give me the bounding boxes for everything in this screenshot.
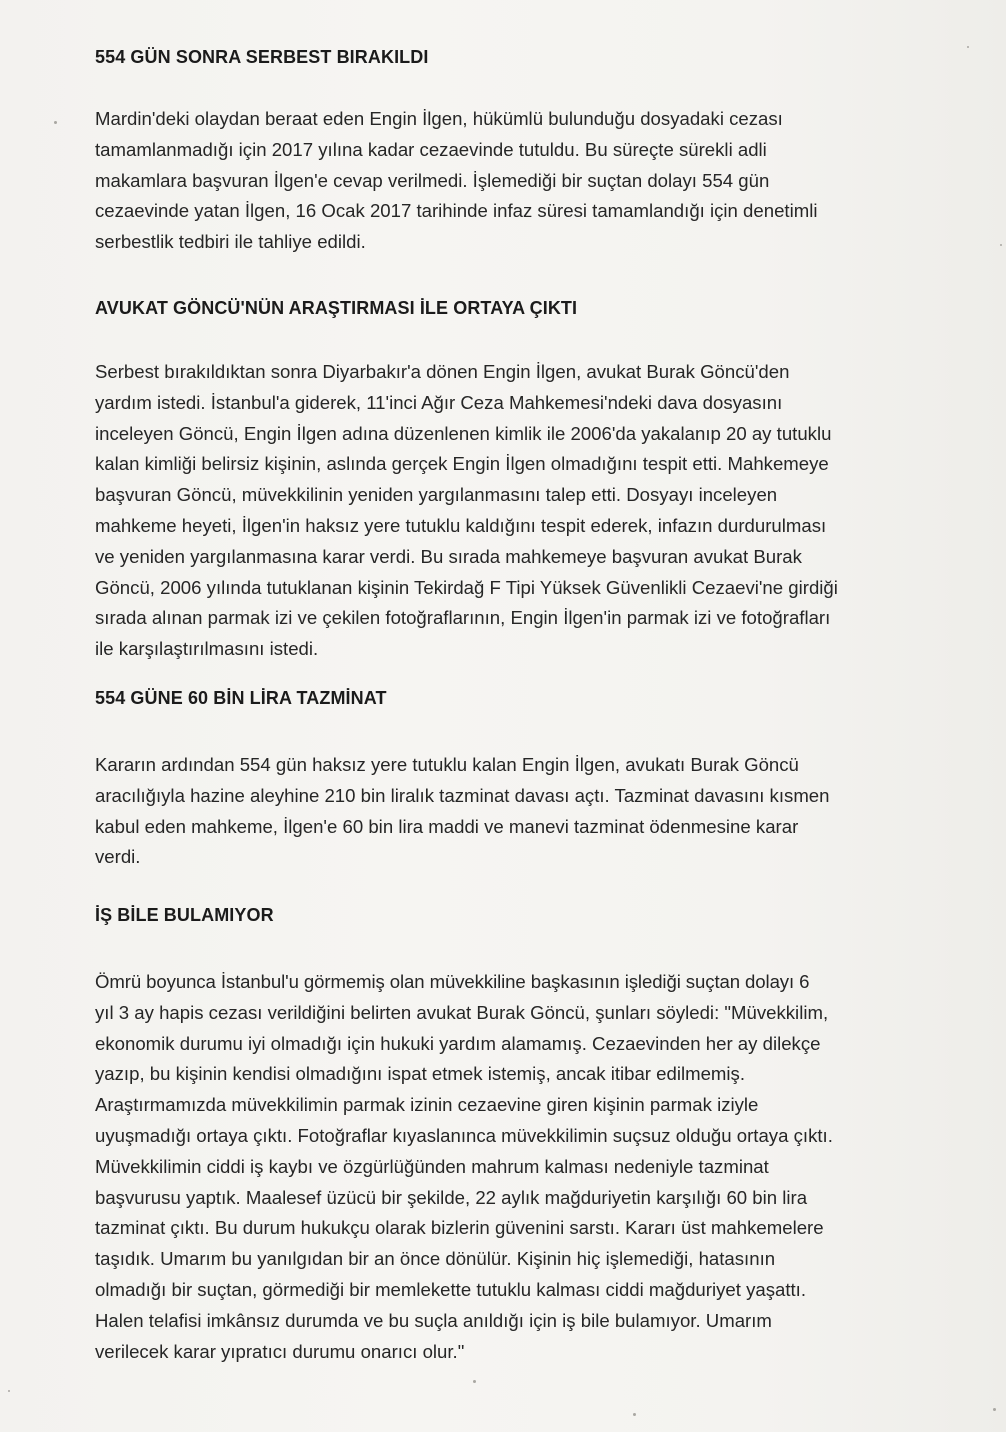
paragraph-line: tazminat çıktı. Bu durum hukukçu olarak bizlerin güvenini sarstı. Kararı üst mahkemelere — [95, 1217, 824, 1239]
paragraph-line: Mardin'deki olaydan beraat eden Engin İlgen, hükümlü bulunduğu dosyadaki cezası — [95, 108, 783, 129]
section-paragraph — [95, 967, 925, 1367]
paragraph-line: yıl 3 ay hapis cezası verildiğini belirten avukat Burak Göncü, şunları söyledi: "Müvekkilim, — [95, 1001, 829, 1023]
paragraph-line: ile karşılaştırılmasını istedi. — [95, 638, 319, 660]
paragraph-line: sırada alınan parmak izi ve çekilen fotoğraflarının, Engin İlgen'in parmak izi ve fotoğrafları — [95, 607, 831, 629]
paragraph-line: makamlara başvuran İlgen'e cevap verilmedi. İşlemediği bir suçtan dolayı 554 gün — [95, 169, 770, 191]
section-heading: 554 GÜN SONRA SERBEST BIRAKILDI — [95, 47, 429, 67]
paper-speck — [993, 1408, 996, 1411]
section-paragraph — [95, 750, 925, 873]
paragraph-line: başvuran Göncü, müvekkilinin yeniden yargılanmasını talep etti. Dosyayı inceleyen — [95, 484, 778, 506]
paragraph-line: tamamlanmadığı için 2017 yılına kadar cezaevinde tutuldu. Bu süreçte sürekli adli — [95, 138, 767, 160]
paragraph-line: Araştırmamızda müvekkilimin parmak izinin cezaevine giren kişinin parmak iziyle — [95, 1094, 759, 1116]
paragraph-line: cezaevinde yatan İlgen, 16 Ocak 2017 tarihinde infaz süresi tamamlandığı için denetimli — [95, 200, 818, 222]
paper-speck — [633, 1413, 636, 1416]
section-paragraph — [95, 357, 925, 665]
paragraph-line: ve yeniden yargılanmasına karar verdi. Bu sırada mahkemeye başvuran avukat Burak — [95, 545, 802, 567]
paragraph-line: inceleyen Göncü, Engin İlgen adına düzenlenen kimlik ile 2006'da yakalanıp 20 ay tutuklu — [95, 422, 832, 444]
paragraph-line: Göncü, 2006 yılında tutuklanan kişinin Tekirdağ F Tipi Yüksek Güvenlikli Cezaevi'ne girdiği — [95, 576, 838, 598]
paper-speck — [54, 121, 57, 124]
paper-speck — [473, 1380, 476, 1383]
paragraph-line: verilecek karar yıpratıcı durumu onarıcı olur." — [95, 1340, 465, 1362]
paragraph-line: Halen telafisi imkânsız durumda ve bu suçla anıldığı için iş bile bulamıyor. Umarım — [95, 1309, 772, 1331]
paragraph-line: Ömrü boyunca İstanbul'u görmemiş olan müvekkiline başkasının işlediği suçtan dolayı 6 — [95, 971, 810, 992]
paragraph-line: yardım istedi. İstanbul'a giderek, 11'inci Ağır Ceza Mahkemesi'ndeki dava dosyasını — [95, 391, 783, 413]
paragraph-line: ekonomik durumu iyi olmadığı için hukuki yardım alamamış. Cezaevinden her ay dilekçe — [95, 1032, 821, 1054]
paragraph-line: verdi. — [95, 846, 141, 868]
paper-speck — [967, 46, 969, 48]
section-heading: AVUKAT GÖNCÜ'NÜN ARAŞTIRMASI İLE ORTAYA ÇIKTI — [95, 298, 578, 318]
paragraph-line: taşıdık. Umarım bu yanılgıdan bir an önce dönülür. Kişinin hiç işlemediği, hatasının — [95, 1248, 776, 1270]
section-heading: İŞ BİLE BULAMIYOR — [95, 905, 274, 925]
paragraph-line: başvurusu yaptık. Maalesef üzücü bir şekilde, 22 aylık mağduriyetin karşılığı 60 bin lira — [95, 1186, 808, 1208]
paragraph-line: olmadığı bir suçtan, görmediği bir memlekette tutuklu kalması ciddi mağduriyet yaşattı. — [95, 1278, 807, 1300]
section-paragraph — [95, 104, 925, 258]
paper-speck — [8, 1390, 10, 1392]
paragraph-line: Serbest bırakıldıktan sonra Diyarbakır'a dönen Engin İlgen, avukat Burak Göncü'den — [95, 361, 790, 382]
paragraph-line: serbestlik tedbiri ile tahliye edildi. — [95, 231, 366, 253]
section-heading: 554 GÜNE 60 BİN LİRA TAZMİNAT — [95, 688, 387, 708]
paragraph-line: Müvekkilimin ciddi iş kaybı ve özgürlüğünden mahrum kalması nedeniyle tazminat — [95, 1155, 769, 1177]
paragraph-line: Kararın ardından 554 gün haksız yere tutuklu kalan Engin İlgen, avukatı Burak Göncü — [95, 754, 799, 775]
paragraph-line: uyuşmadığı ortaya çıktı. Fotoğraflar kıyaslanınca müvekkilimin suçsuz olduğu ortaya çıktı. — [95, 1124, 833, 1146]
paragraph-line: kabul eden mahkeme, İlgen'e 60 bin lira maddi ve manevi tazminat ödenmesine karar — [95, 815, 799, 837]
paragraph-line: yazıp, bu kişinin kendisi olmadığını ispat etmek istemiş, ancak itibar edilmemiş. — [95, 1063, 746, 1085]
paper-speck — [1000, 244, 1002, 246]
paragraph-line: kalan kimliği belirsiz kişinin, aslında gerçek Engin İlgen olmadığını tespit etti. Mahkemeye — [95, 453, 829, 475]
paragraph-line: aracılığıyla hazine aleyhine 210 bin liralık tazminat davası açtı. Tazminat davasını kısmen — [95, 784, 830, 806]
paragraph-line: mahkeme heyeti, İlgen'in haksız yere tutuklu kaldığını tespit ederek, infazın durdurulması — [95, 514, 827, 536]
